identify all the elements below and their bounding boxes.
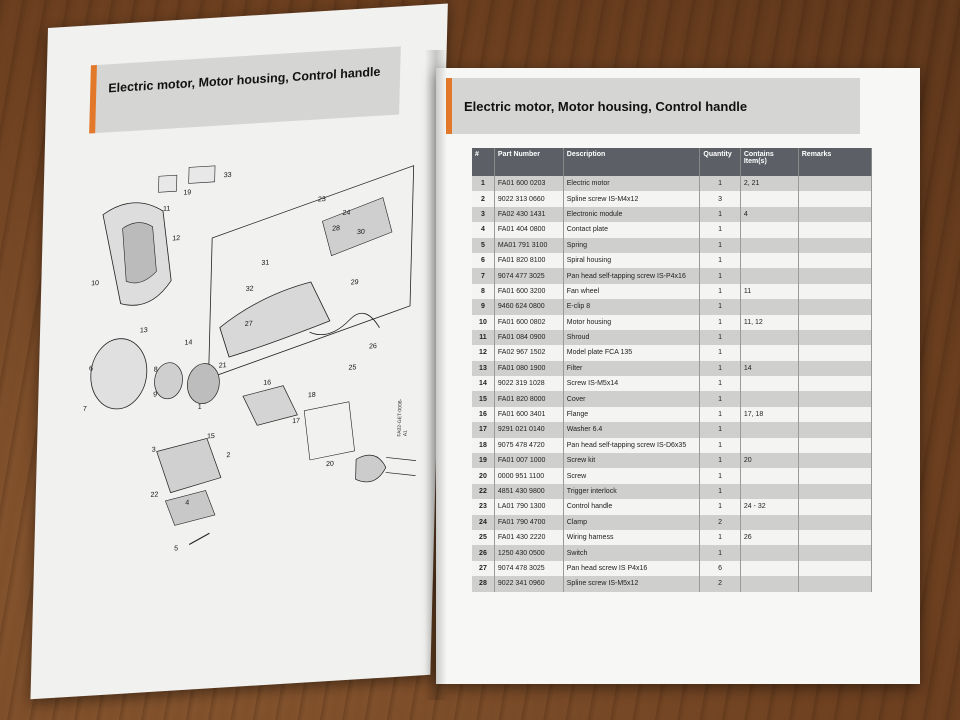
description-cell: Pan head self-tapping screw IS-D6x35 <box>563 438 700 453</box>
quantity-cell: 1 <box>700 345 740 360</box>
remarks-cell <box>798 438 871 453</box>
contains-items-cell: 11, 12 <box>740 315 798 330</box>
remarks-cell <box>798 268 871 283</box>
description-cell: Shroud <box>563 330 700 345</box>
callout-label: 3 <box>151 446 156 454</box>
quantity-cell: 1 <box>700 468 740 483</box>
description-cell: Control handle <box>563 499 700 514</box>
part-number-cell: FA01 430 2220 <box>494 530 563 545</box>
callout-label: 31 <box>261 259 270 268</box>
quantity-cell: 1 <box>700 284 740 299</box>
description-cell: Spiral housing <box>563 253 700 268</box>
quantity-cell: 1 <box>700 253 740 268</box>
table-row <box>472 330 872 345</box>
column-header-part-number: Part Number <box>494 148 563 176</box>
quantity-cell: 1 <box>700 545 740 560</box>
description-cell: Electric motor <box>563 176 700 191</box>
remarks-cell <box>798 315 871 330</box>
part-number-cell: FA01 820 8000 <box>494 391 563 406</box>
row-number: 1 <box>472 176 494 191</box>
description-cell: Screw IS-M5x14 <box>563 376 700 391</box>
quantity-cell: 1 <box>700 315 740 330</box>
quantity-cell: 1 <box>700 422 740 437</box>
callout-label: 12 <box>172 234 181 243</box>
part-number-cell: FA01 820 8100 <box>494 253 563 268</box>
table-row <box>472 422 872 437</box>
contains-items-cell: 4 <box>740 207 798 222</box>
table-row <box>472 530 872 545</box>
callout-label: 29 <box>350 279 359 287</box>
contact-plate-drawing <box>165 490 216 526</box>
callout-label: 23 <box>317 196 326 204</box>
contains-items-cell: 26 <box>740 530 798 545</box>
row-number: 22 <box>472 484 494 499</box>
row-number: 15 <box>472 391 494 406</box>
remarks-cell <box>798 207 871 222</box>
callout-label: 10 <box>91 279 100 288</box>
contains-items-cell <box>740 345 798 360</box>
quantity-cell: 1 <box>700 530 740 545</box>
remarks-cell <box>798 330 871 345</box>
description-cell: Pan head screw IS P4x16 <box>563 561 700 576</box>
row-number: 24 <box>472 515 494 530</box>
description-cell: Switch <box>563 545 700 560</box>
table-row <box>472 268 872 283</box>
parts-list-table <box>472 148 872 592</box>
row-number: 28 <box>472 576 494 591</box>
shroud-drawing <box>189 166 215 184</box>
row-number: 27 <box>472 561 494 576</box>
table-row <box>472 391 872 406</box>
callout-label: 28 <box>332 225 341 233</box>
part-number-cell: 9022 319 1028 <box>494 376 563 391</box>
callout-label: 20 <box>325 460 334 469</box>
contains-items-cell <box>740 376 798 391</box>
callout-label: 21 <box>218 362 227 370</box>
remarks-cell <box>798 345 871 360</box>
header-accent-stripe <box>89 65 97 134</box>
remarks-cell <box>798 576 871 591</box>
contains-items-cell: 14 <box>740 361 798 376</box>
quantity-cell: 6 <box>700 561 740 576</box>
callout-label: 13 <box>139 326 148 335</box>
callout-label: 6 <box>88 365 93 373</box>
part-number-cell: MA01 791 3100 <box>494 238 563 253</box>
row-number: 5 <box>472 238 494 253</box>
part-number-cell: FA01 600 3401 <box>494 407 563 422</box>
part-number-cell: FA01 600 0203 <box>494 176 563 191</box>
contains-items-cell <box>740 391 798 406</box>
table-header-row <box>472 148 872 176</box>
column-header-remarks: Remarks <box>798 148 871 176</box>
fan-wheel-drawing <box>154 362 183 400</box>
part-number-cell: FA01 007 1000 <box>494 453 563 468</box>
callout-label: 30 <box>356 228 365 237</box>
description-cell: Trigger interlock <box>563 484 700 499</box>
row-number: 20 <box>472 468 494 483</box>
row-number: 2 <box>472 191 494 206</box>
contains-items-cell <box>740 484 798 499</box>
row-number: 25 <box>472 530 494 545</box>
contains-items-cell <box>740 438 798 453</box>
remarks-cell <box>798 545 871 560</box>
table-row <box>472 515 872 530</box>
column-header-description: Description <box>563 148 700 176</box>
part-number-cell: 9022 313 0660 <box>494 191 563 206</box>
part-number-cell: FA01 404 0800 <box>494 222 563 237</box>
quantity-cell: 1 <box>700 207 740 222</box>
description-cell: Wiring harness <box>563 530 700 545</box>
callout-label: 25 <box>348 364 357 372</box>
contains-items-cell: 2, 21 <box>740 176 798 191</box>
row-number: 7 <box>472 268 494 283</box>
part-number-cell: 9074 477 3025 <box>494 268 563 283</box>
callout-label: 17 <box>292 417 301 426</box>
callout-label: 19 <box>183 189 192 197</box>
row-number: 26 <box>472 545 494 560</box>
part-number-cell: FA01 084 0900 <box>494 330 563 345</box>
description-cell: Electronic module <box>563 207 700 222</box>
contains-items-cell <box>740 299 798 314</box>
table-row <box>472 253 872 268</box>
table-row <box>472 376 872 391</box>
part-number-cell: FA02 967 1502 <box>494 345 563 360</box>
row-number: 23 <box>472 499 494 514</box>
remarks-cell <box>798 391 871 406</box>
description-cell: Pan head self-tapping screw IS-P4x16 <box>563 268 700 283</box>
part-number-cell: 9460 624 0800 <box>494 299 563 314</box>
quantity-cell: 3 <box>700 191 740 206</box>
part-number-cell: 1250 430 0500 <box>494 545 563 560</box>
right-page <box>436 68 920 684</box>
book-spine <box>425 50 447 700</box>
column-header-contains-items: Contains Item(s) <box>740 148 798 176</box>
description-cell: Washer 6.4 <box>563 422 700 437</box>
remarks-cell <box>798 422 871 437</box>
part-number-cell: FA02 430 1431 <box>494 207 563 222</box>
table-row <box>472 315 872 330</box>
callout-label: 24 <box>342 209 351 218</box>
contains-items-cell: 20 <box>740 453 798 468</box>
right-page-title: Electric motor, Motor housing, Control handle <box>464 98 748 114</box>
quantity-cell: 1 <box>700 361 740 376</box>
quantity-cell: 1 <box>700 268 740 283</box>
contains-items-cell <box>740 515 798 530</box>
remarks-cell <box>798 484 871 499</box>
description-cell: Screw <box>563 468 700 483</box>
quantity-cell: 1 <box>700 391 740 406</box>
quantity-cell: 1 <box>700 238 740 253</box>
table-row <box>472 499 872 514</box>
row-number: 12 <box>472 345 494 360</box>
description-cell: Spline screw IS-M4x12 <box>563 191 700 206</box>
table-row <box>472 299 872 314</box>
callout-label: 18 <box>307 391 316 400</box>
contains-items-cell <box>740 268 798 283</box>
description-cell: Spline screw IS-M5x12 <box>563 576 700 591</box>
exploded-parts-diagram <box>54 115 425 578</box>
left-page-title: Electric motor, Motor housing, Control handle <box>108 64 381 96</box>
callout-label: 15 <box>206 432 215 441</box>
callout-label: 4 <box>185 499 190 507</box>
table-row <box>472 407 872 422</box>
callout-label: 16 <box>263 379 272 387</box>
contains-items-cell <box>740 330 798 345</box>
table-row <box>472 207 872 222</box>
row-number: 17 <box>472 422 494 437</box>
quantity-cell: 2 <box>700 576 740 591</box>
part-number-cell: LA01 790 1300 <box>494 499 563 514</box>
callout-label: 11 <box>162 205 171 214</box>
quantity-cell: 1 <box>700 176 740 191</box>
quantity-cell: 1 <box>700 407 740 422</box>
callout-label: 33 <box>223 171 232 180</box>
remarks-cell <box>798 407 871 422</box>
electronic-module-drawing <box>156 437 222 493</box>
description-cell: Cover <box>563 391 700 406</box>
remarks-cell <box>798 253 871 268</box>
callout-label: 9 <box>153 391 158 399</box>
contains-items-cell <box>740 422 798 437</box>
electric-motor-drawing <box>187 363 220 405</box>
drawing-code: FA02-GET-0008-A1 <box>396 398 409 437</box>
description-cell: Spring <box>563 238 700 253</box>
quantity-cell: 1 <box>700 453 740 468</box>
contains-items-cell <box>740 191 798 206</box>
part-number-cell: 9075 478 4720 <box>494 438 563 453</box>
callout-label: 14 <box>184 339 193 347</box>
parts-table-body <box>472 176 872 592</box>
quantity-cell: 1 <box>700 330 740 345</box>
callout-label: 1 <box>197 403 202 411</box>
table-row <box>472 438 872 453</box>
description-cell: Motor housing <box>563 315 700 330</box>
row-number: 18 <box>472 438 494 453</box>
remarks-cell <box>798 561 871 576</box>
part-number-cell: FA01 080 1900 <box>494 361 563 376</box>
row-number: 11 <box>472 330 494 345</box>
callout-label: 8 <box>153 366 158 374</box>
left-page <box>30 3 447 699</box>
table-row <box>472 361 872 376</box>
row-number: 6 <box>472 253 494 268</box>
callout-label: 32 <box>245 285 254 293</box>
part-number-cell: 9291 021 0140 <box>494 422 563 437</box>
remarks-cell <box>798 299 871 314</box>
description-cell: E-clip 8 <box>563 299 700 314</box>
quantity-cell: 1 <box>700 299 740 314</box>
contains-items-cell <box>740 545 798 560</box>
remarks-cell <box>798 222 871 237</box>
remarks-cell <box>798 515 871 530</box>
part-number-cell: 9074 478 3025 <box>494 561 563 576</box>
quantity-cell: 1 <box>700 222 740 237</box>
row-number: 14 <box>472 376 494 391</box>
callout-label: 5 <box>174 545 179 553</box>
control-handle-drawing <box>219 281 331 358</box>
table-row <box>472 561 872 576</box>
part-number-cell: FA01 600 0802 <box>494 315 563 330</box>
row-number: 16 <box>472 407 494 422</box>
remarks-cell <box>798 453 871 468</box>
contains-items-cell <box>740 222 798 237</box>
callout-label: 7 <box>82 405 87 413</box>
remarks-cell <box>798 468 871 483</box>
remarks-cell <box>798 361 871 376</box>
table-row <box>472 238 872 253</box>
row-number: 8 <box>472 284 494 299</box>
remarks-cell <box>798 191 871 206</box>
contains-items-cell <box>740 253 798 268</box>
description-cell: Filter <box>563 361 700 376</box>
description-cell: Clamp <box>563 515 700 530</box>
column-header-number: # <box>472 148 494 176</box>
flange-drawing <box>242 385 301 426</box>
table-row <box>472 484 872 499</box>
column-header-quantity: Quantity <box>700 148 740 176</box>
contains-items-cell: 17, 18 <box>740 407 798 422</box>
table-row <box>472 545 872 560</box>
model-plate-drawing <box>158 175 176 192</box>
table-row <box>472 191 872 206</box>
part-number-cell: 4851 430 9800 <box>494 484 563 499</box>
callout-label: 22 <box>150 491 159 499</box>
description-cell: Fan wheel <box>563 284 700 299</box>
quantity-cell: 1 <box>700 484 740 499</box>
contains-items-cell: 24 - 32 <box>740 499 798 514</box>
callout-label: 26 <box>368 342 377 351</box>
quantity-cell: 1 <box>700 499 740 514</box>
contains-items-cell <box>740 576 798 591</box>
remarks-cell <box>798 376 871 391</box>
remarks-cell <box>798 499 871 514</box>
part-number-cell: FA01 790 4700 <box>494 515 563 530</box>
table-row <box>472 453 872 468</box>
table-row <box>472 284 872 299</box>
contains-items-cell <box>740 238 798 253</box>
part-number-cell: FA01 600 3200 <box>494 284 563 299</box>
remarks-cell <box>798 238 871 253</box>
part-number-cell: 0000 951 1100 <box>494 468 563 483</box>
quantity-cell: 1 <box>700 438 740 453</box>
callout-label: 2 <box>226 451 231 460</box>
callout-label: 27 <box>244 320 253 329</box>
table-row <box>472 222 872 237</box>
quantity-cell: 2 <box>700 515 740 530</box>
remarks-cell <box>798 284 871 299</box>
contains-items-cell: 11 <box>740 284 798 299</box>
screw-kit-frame <box>304 402 354 460</box>
spiral-housing-drawing <box>90 337 148 411</box>
row-number: 10 <box>472 315 494 330</box>
description-cell: Contact plate <box>563 222 700 237</box>
row-number: 19 <box>472 453 494 468</box>
description-cell: Flange <box>563 407 700 422</box>
right-page-header <box>446 78 860 134</box>
table-row <box>472 468 872 483</box>
part-number-cell: 9022 341 0960 <box>494 576 563 591</box>
quantity-cell: 1 <box>700 376 740 391</box>
table-row <box>472 576 872 591</box>
row-number: 3 <box>472 207 494 222</box>
contains-items-cell <box>740 561 798 576</box>
remarks-cell <box>798 176 871 191</box>
description-cell: Screw kit <box>563 453 700 468</box>
table-row <box>472 176 872 191</box>
remarks-cell <box>798 530 871 545</box>
row-number: 9 <box>472 299 494 314</box>
row-number: 13 <box>472 361 494 376</box>
row-number: 4 <box>472 222 494 237</box>
contains-items-cell <box>740 468 798 483</box>
description-cell: Model plate FCA 135 <box>563 345 700 360</box>
table-row <box>472 345 872 360</box>
